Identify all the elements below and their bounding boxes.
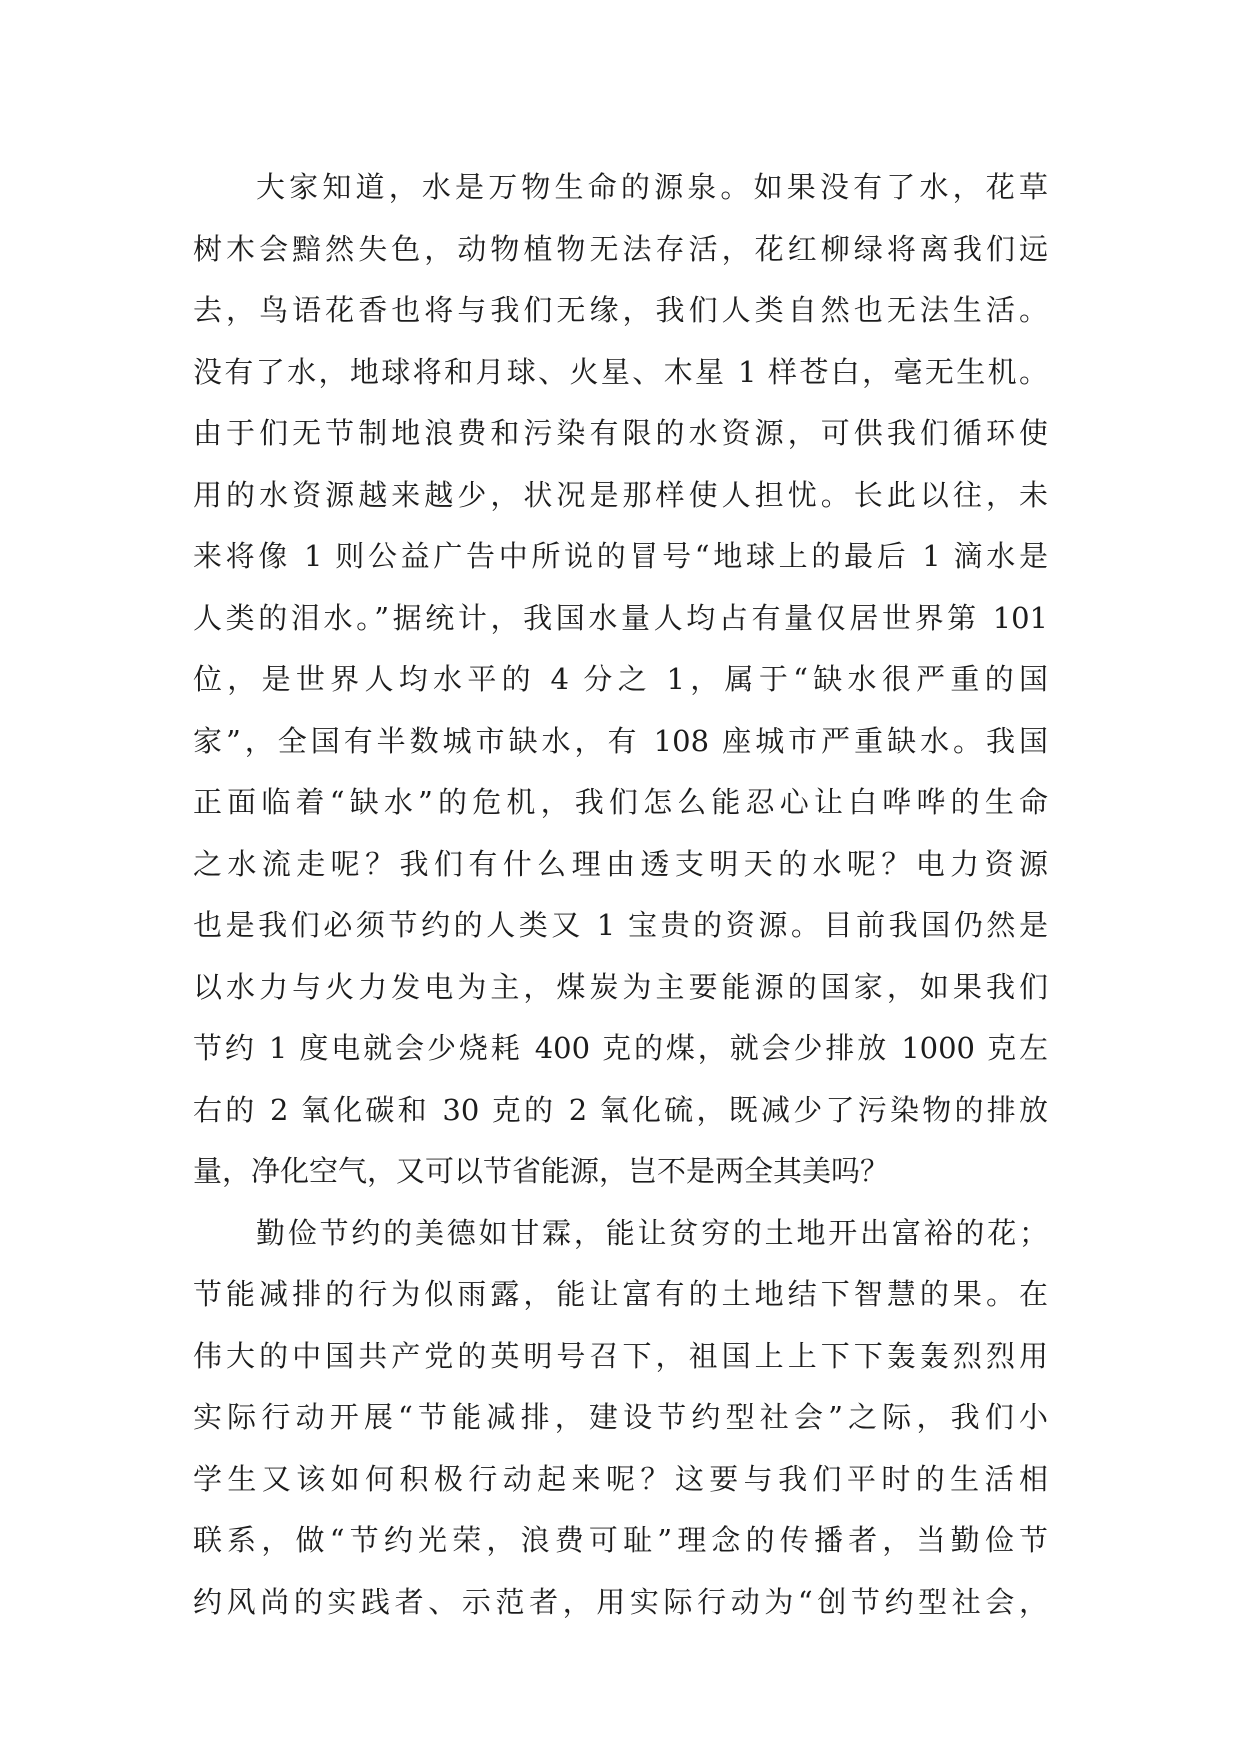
- text-line: 实际行动开展“节能减排，建设节约型社会”之际，我们小: [193, 1400, 1048, 1434]
- text-line: 没有了水，地球将和月球、火星、木星 1 样苍白，毫无生机。: [193, 354, 1048, 389]
- text-line: 以水力与火力发电为主，煤炭为主要能源的国家，如果我们: [193, 969, 1048, 1004]
- text-line: 去，鸟语花香也将与我们无缘，我们人类自然也无法生活。: [193, 293, 1048, 327]
- text-line: 人类的泪水。”据统计，我国水量人均占有量仅居世界第 101: [193, 600, 1048, 635]
- text-line: 大家知道，水是万物生命的源泉。如果没有了水，花草: [256, 170, 1048, 204]
- text-line: 之水流走呢？我们有什么理由透支明天的水呢？电力资源: [193, 846, 1048, 881]
- text-line: 家”，全国有半数城市缺水，有 108 座城市严重缺水。我国: [193, 723, 1048, 758]
- text-line: 量，净化空气，又可以节省能源，岂不是两全其美吗？: [193, 1154, 890, 1188]
- text-line: 来将像 1 则公益广告中所说的冒号“地球上的最后 1 滴水是: [193, 539, 1048, 573]
- text-line: 位，是世界人均水平的 4 分之 1，属于“缺水很严重的国: [193, 662, 1048, 696]
- paragraph-frugality: [193, 1203, 1048, 1634]
- text-line: 节能减排的行为似雨露，能让富有的土地结下智慧的果。在: [193, 1277, 1048, 1311]
- text-line: 约风尚的实践者、示范者，用实际行动为“创节约型社会，: [193, 1584, 1048, 1619]
- text-line: 右的 2 氧化碳和 30 克的 2 氧化硫，既减少了污染物的排放: [193, 1092, 1048, 1127]
- text-line: 节约 1 度电就会少烧耗 400 克的煤，就会少排放 1000 克左: [193, 1031, 1048, 1065]
- paragraph-water-and-energy: [193, 157, 1048, 1203]
- text-line: 也是我们必须节约的人类又 1 宝贵的资源。目前我国仍然是: [193, 908, 1048, 942]
- text-line: 正面临着“缺水”的危机，我们怎么能忍心让白哗哗的生命: [193, 785, 1048, 819]
- text-line: 联系，做“节约光荣，浪费可耻”理念的传播者，当勤俭节: [193, 1523, 1048, 1557]
- text-line: 由于们无节制地浪费和污染有限的水资源，可供我们循环使: [193, 416, 1048, 450]
- text-line: 学生又该如何积极行动起来呢？这要与我们平时的生活相: [193, 1461, 1048, 1496]
- text-line: 用的水资源越来越少，状况是那样使人担忧。长此以往，未: [193, 477, 1048, 512]
- text-line: 树木会黯然失色，动物植物无法存活，花红柳绿将离我们远: [193, 231, 1048, 266]
- text-line: 勤俭节约的美德如甘霖，能让贫穷的土地开出富裕的花；: [256, 1215, 1048, 1250]
- body-text: [193, 157, 1048, 1633]
- text-line: 伟大的中国共产党的英明号召下，祖国上上下下轰轰烈烈用: [193, 1338, 1048, 1373]
